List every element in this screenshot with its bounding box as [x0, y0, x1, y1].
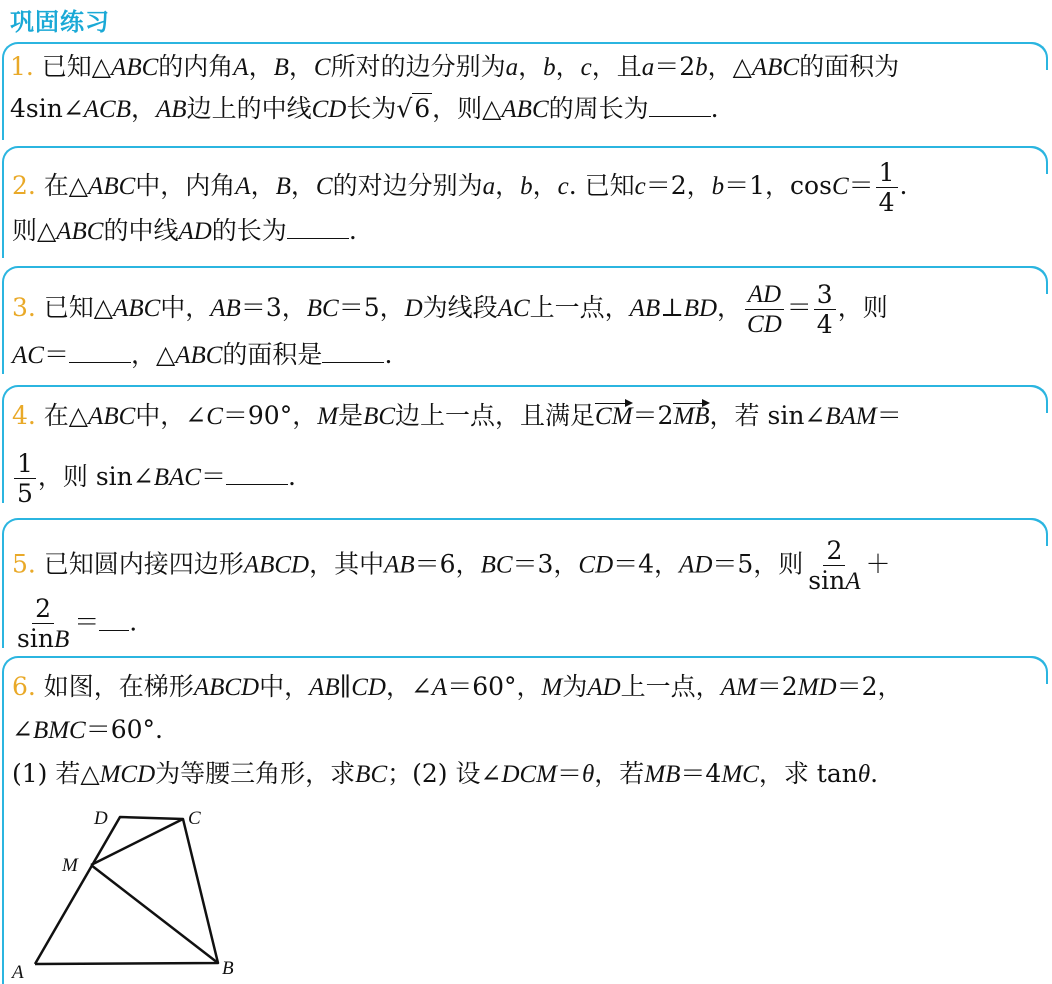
fraction: $\frac{2}{\sin A}$: [808, 536, 861, 595]
sqrt-radicand: 6: [414, 94, 431, 123]
question-6-line-3: (1) 若△MCD为等腰三角形，求BC；(2) 设∠DCM＝θ，若MB＝4MC，求 tanθ.: [12, 759, 879, 788]
fraction: $\frac{1}{4}$: [876, 160, 898, 215]
fraction: $\frac{2}{\sin B}$: [17, 594, 70, 653]
section-title: 巩固练习: [10, 8, 110, 36]
answer-blank: [226, 462, 288, 485]
fraction: $\frac{AD}{CD}$: [744, 282, 785, 337]
question-5-line-1: 5. 已知圆内接四边形ABCD，其中AB＝6，BC＝3，CD＝4，AD＝5，则 $\frac{2}{\sin A}$ ＋: [12, 536, 891, 595]
fraction: $\frac{3}{4}$: [814, 282, 836, 337]
sqrt-sign: √: [396, 94, 413, 123]
question-number: 5.: [12, 549, 36, 579]
question-2-line-2: 则△ABC的中线AD的长为 .: [12, 216, 357, 245]
trapezoid-figure: [0, 795, 260, 984]
question-card-4: [2, 385, 1046, 508]
vector-mb: MB: [673, 400, 709, 434]
vector-cm: CM: [595, 400, 633, 434]
label-d: D: [94, 808, 108, 829]
question-1-line-2: 4sin∠ACB，AB边上的中线CD长为√6，则△ABC的周长为 .: [10, 94, 719, 123]
question-card-3: [2, 266, 1046, 374]
question-2-line-1: 2. 在△ABC中，内角A，B，C的对边分别为a，b，c. 已知c＝2，b＝1，cosC＝ $\frac{1}{4}$ .: [12, 158, 908, 217]
label-m: M: [62, 855, 78, 876]
label-b: B: [222, 958, 234, 979]
question-3-line-1: 3. 已知△ABC中，AB＝3，BC＝5，D为线段AC上一点，AB⊥BD， $\frac{AD}{CD}$ ＝ $\frac{3}{4}$ ，则: [12, 280, 888, 339]
question-5-line-2: $\frac{2}{\sin B}$ ＝ .: [12, 596, 137, 652]
fraction: $\frac{1}{5}$: [14, 451, 36, 506]
question-1-line-1: 1. 已知△ABC的内角A，B，C所对的边分别为a，b，c，且a＝2b，△ABC的面积为: [10, 52, 900, 81]
answer-blank: [649, 94, 711, 117]
question-6-line-2: ∠BMC＝60°.: [12, 715, 163, 744]
answer-blank: [287, 216, 349, 239]
question-card-2: [2, 146, 1046, 258]
question-number: 6.: [12, 672, 36, 701]
label-a: A: [12, 962, 24, 983]
question-card-1: [2, 42, 1046, 140]
answer-blank: [99, 608, 129, 631]
question-6-line-1: 6. 如图，在梯形ABCD中，AB∥CD，∠A＝60°，M为AD上一点，AM＝2MD＝2，: [12, 672, 903, 701]
answer-blank: [69, 340, 131, 363]
question-4-line-1: 4. 在△ABC中，∠C＝90°，M是BC边上一点，且满足CM＝2MB，若 sin∠BAM＝: [12, 399, 902, 434]
question-number: 4.: [12, 401, 36, 430]
answer-blank: [322, 340, 384, 363]
question-card-5: [2, 518, 1046, 653]
question-number: 3.: [12, 293, 36, 322]
question-number: 1.: [10, 52, 34, 81]
question-number: 2.: [12, 171, 36, 200]
question-3-line-2: AC＝ ，△ABC的面积是 .: [12, 340, 393, 369]
question-4-line-2: $\frac{1}{5}$ ，则 sin∠BAC＝ .: [12, 451, 296, 506]
label-c: C: [188, 808, 201, 829]
